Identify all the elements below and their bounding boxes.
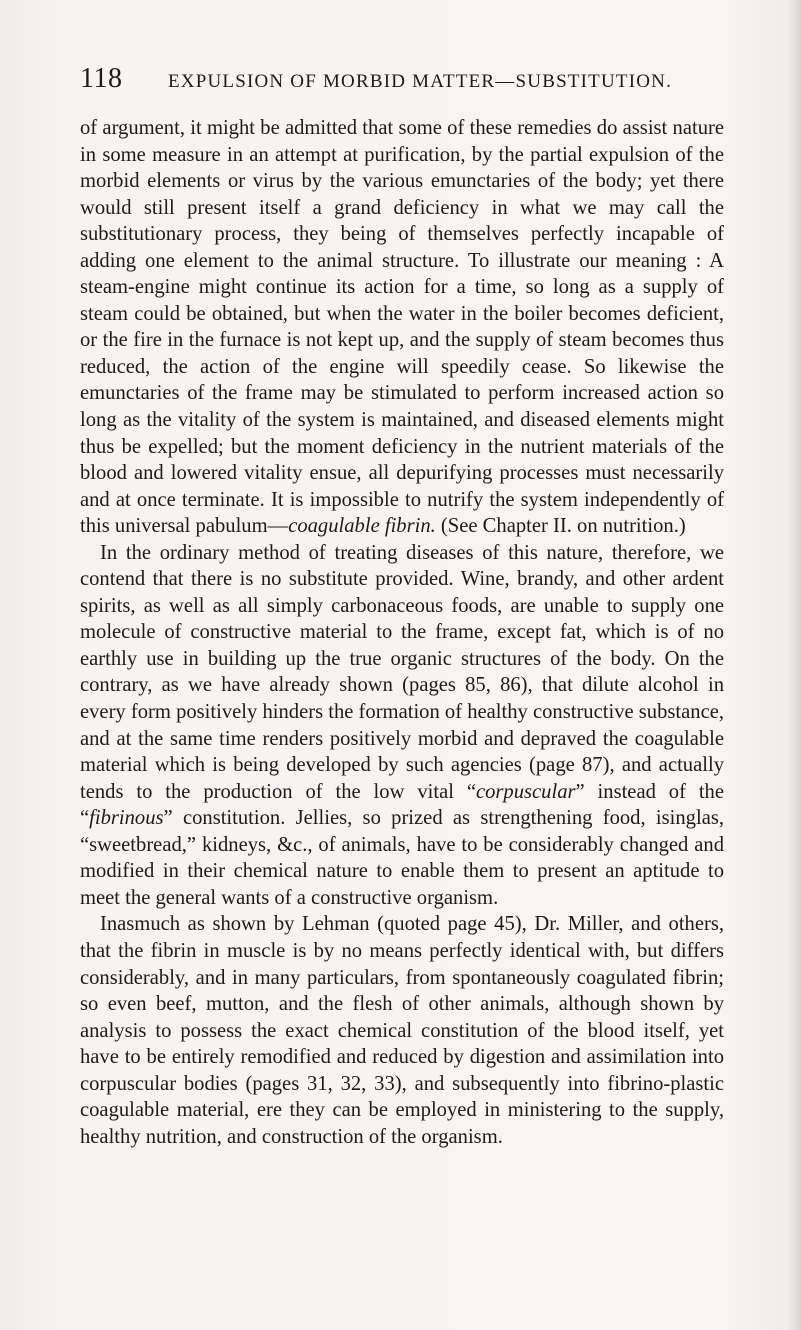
p2-italic-corpuscular: corpuscular [475, 780, 576, 803]
page-number: 118 [80, 63, 123, 94]
p1-italic-coagulable-fibrin: coagulable fibrin. [288, 515, 436, 538]
paragraph-3 [80, 911, 724, 1150]
paragraph-1 [80, 115, 724, 540]
p2-text-2: ” instead of the “ [80, 780, 724, 830]
page-edge-shadow [787, 0, 801, 1330]
p2-text-1: In the ordinary method of treating diseases of this nature, therefore, we contend that there is no substitute provided. Wine, brandy, and other ardent spirits, as well as all simply carbonaceous foods, are unable to supply one molecule of constructive material to the frame, except fat, which is of no earthly use in building up the true organic structures of the body. On the contrary, as we have already shown (pages 85, 86), that dilute alcohol in every form positively hinders the formation of healthy constructive substance, and at the same time renders positively morbid and depraved the coagulable material which is being developed by such agencies (page 87), and actually tends to the production of the low vital “ [80, 541, 724, 803]
page-header [80, 63, 720, 97]
p2-text-3: ” constitution. Jellies, so prized as strengthening food, isinglas, “sweetbread,” kidneys, &c., of animals, have to be considerably changed and modified in their chemical nature to enable them to present an aptitude to meet the general wants of a constructive organism. [80, 807, 724, 909]
p2-italic-fibrinous: fibrinous [89, 807, 164, 830]
paragraph-2 [80, 540, 724, 912]
p1-text-2: (See Chapter II. on nutrition.) [435, 515, 686, 538]
p1-text-1: of argument, it might be admitted that some of these remedies do assist nature in some measure in an attempt at purification, by the partial expulsion of the morbid elements or virus by the various emunctaries of the body; yet there would still present itself a grand deficiency in what we may call the substitutionary process, they being of themselves perfectly incapable of adding one element to the animal structure. To illustrate our meaning : A steam-engine might continue its action for a time, so long as a supply of steam could be obtained, but when the water in the boiler becomes deficient, or the fire in the furnace is not kept up, and the supply of steam becomes thus reduced, the action of the engine will speedily cease. So likewise the emunctaries of the frame may be stimulated to perform increased action so long as the vitality of the system is maintained, and diseased elements might thus be expelled; but the moment deficiency in the nutrient materials of the blood and lowered vitality ensue, all depurifying processes must necessarily and at once terminate. It is impossible to nutrify the system independently of this universal pabulum— [80, 117, 724, 538]
p3-text-1: Inasmuch as shown by Lehman (quoted page 45), Dr. Miller, and others, that the fibrin in muscle is by no means perfectly identical with, but differs considerably, and in many particulars, from spontaneously coagulated fibrin; so even beef, mutton, and the flesh of other animals, although shown by analysis to possess the exact chemical constitution of the blood itself, yet have to be entirely remodified and reduced by digestion and assimilation into corpuscular bodies (pages 31, 32, 33), and subsequently into fibrino-plastic coagulable material, ere they can be employed in ministering to the supply, healthy nutrition, and construction of the organism. [80, 913, 724, 1148]
running-title: EXPULSION OF MORBID MATTER—SUBSTITUTION. [168, 71, 673, 92]
body-text [80, 115, 724, 1150]
